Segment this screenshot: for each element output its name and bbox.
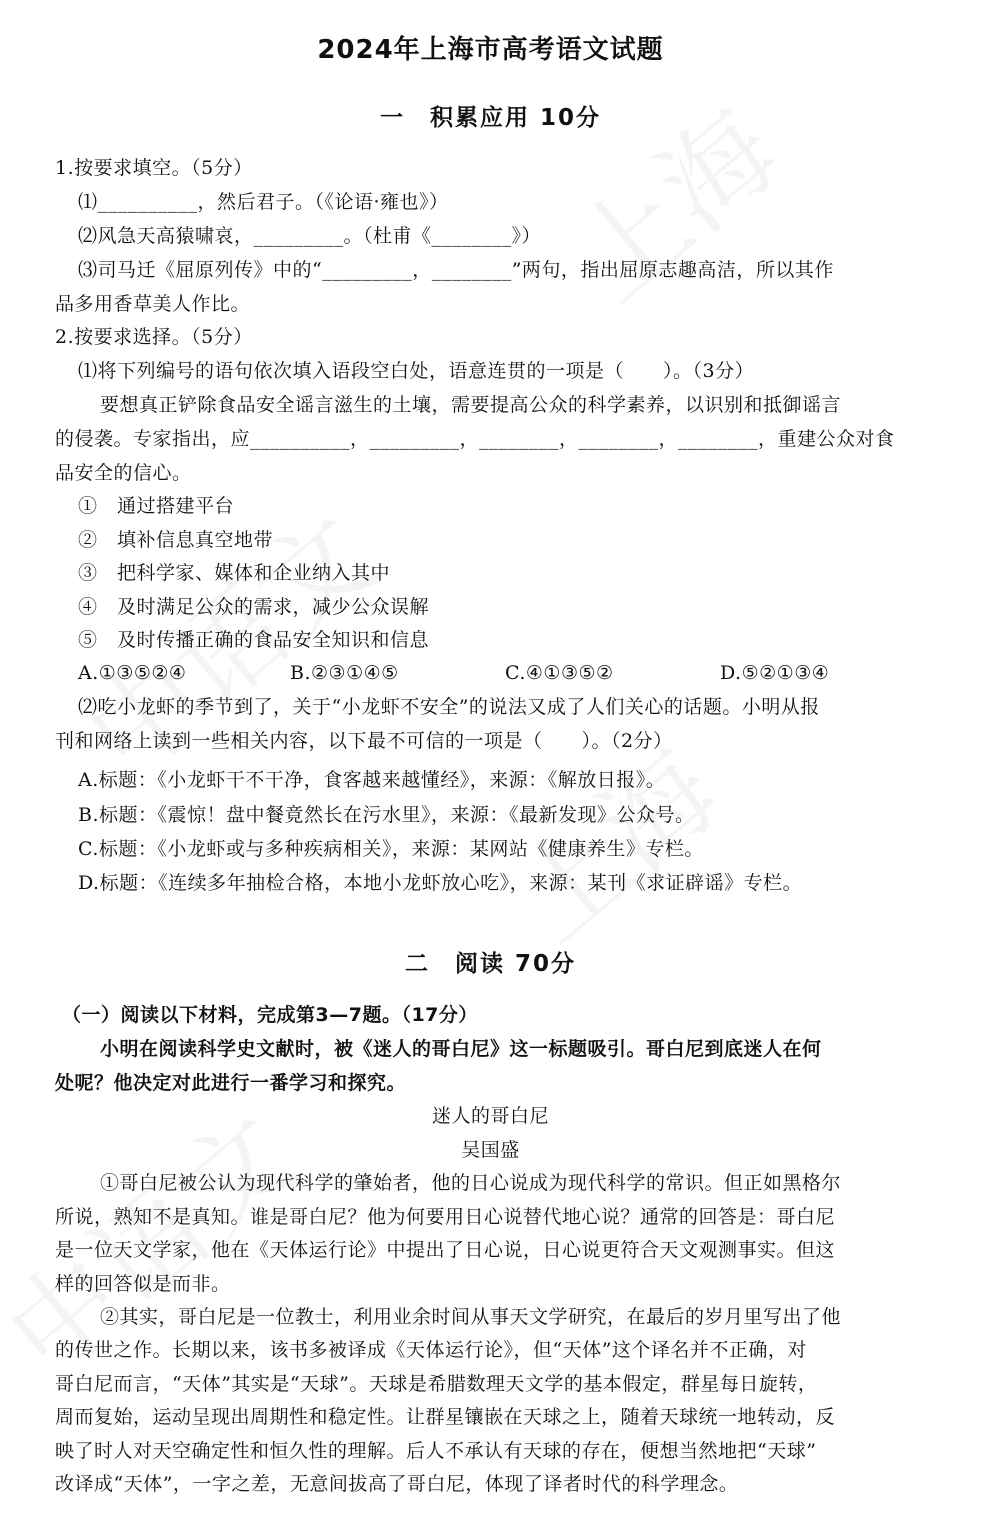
section-2-heading: 二 阅读 70分	[404, 951, 576, 977]
q2-choice-a: A.标题：《小龙虾干不干净，食客越来越懂经》，来源：《解放日报》。	[78, 769, 666, 791]
q1-part-c-line2: 品多用香草美人作比。	[55, 293, 251, 315]
article-para1-line: 是一位天文学家，他在《天体运行论》中提出了日心说，日心说更符合天文观测事实。但这	[55, 1239, 836, 1261]
q2-item: ④ 及时满足公众的需求，减少公众误解	[78, 596, 430, 618]
article-para2-line: 周而复始，运动呈现出周期性和稳定性。让群星镶嵌在天球之上，随着天球统一地转动，反	[55, 1406, 836, 1428]
reading-intro-line2: 处呢？他决定对此进行一番学习和探究。	[55, 1072, 407, 1094]
q2-option-d: D.⑤②①③④	[720, 662, 830, 684]
article-para2-line: 哥白尼而言，“天体”其实是“天球”。天球是希腊数理天文学的基本假定，群星每日旋转，	[55, 1373, 818, 1395]
article-title: 迷人的哥白尼	[431, 1105, 549, 1127]
q2-option-a: A.①③⑤②④	[78, 662, 187, 684]
article-para1-line: 样的回答似是而非。	[55, 1273, 231, 1295]
q2-item: ⑤ 及时传播正确的食品安全知识和信息	[78, 629, 430, 651]
article-para1-line: 所说，熟知不是真知。谁是哥白尼？他为何要用日心说替代地心说？通常的回答是：哥白尼	[55, 1206, 836, 1228]
q2-passage-line3: 品安全的信心。	[55, 462, 192, 484]
article-para2-line: 改译成“天体”，一字之差，无意间拔高了哥白尼，体现了译者时代的科学理念。	[55, 1473, 739, 1495]
q1-stem: 1.按要求填空。（5分）	[55, 157, 253, 179]
q1-part-b: ⑵风急天高猿啸哀，_________。（杜甫《________》）	[78, 225, 542, 247]
reading-intro-line1: 小明在阅读科学史文献时，被《迷人的哥白尼》这一标题吸引。哥白尼到底迷人在何	[100, 1038, 822, 1060]
q2-option-c: C.④①③⑤②	[505, 662, 614, 684]
article-para2-line: 映了时人对天空确定性和恒久性的理解。后人不承认有天球的存在，便想当然地把“天球”	[55, 1440, 817, 1462]
article-para1-line: ①哥白尼被公认为现代科学的肇始者，他的日心说成为现代科学的常识。但正如黑格尔	[100, 1172, 842, 1194]
q2-option-b: B.②③①④⑤	[290, 662, 399, 684]
q2-passage-line2: 的侵袭。专家指出，应__________，_________，________，________，________，重建公众对食	[55, 428, 895, 450]
q2-passage-line1: 要想真正铲除食品安全谣言滋生的土壤，需要提高公众的科学素养，以识别和抵御谣言	[100, 394, 842, 416]
q2-part2-line1: ⑵吃小龙虾的季节到了，关于“小龙虾不安全”的说法又成了人们关心的话题。小明从报	[78, 696, 820, 718]
reading-subsection: （一）阅读以下材料，完成第3—7题。（17分）	[62, 1004, 478, 1026]
section-1-heading: 一 积累应用 10分	[379, 105, 601, 131]
q2-choice-c: C.标题：《小龙虾或与多种疾病相关》，来源：某网站《健康养生》专栏。	[78, 838, 704, 860]
q2-part2-line2: 刊和网络上读到一些相关内容，以下最不可信的一项是（ ）。（2分）	[55, 730, 673, 752]
article-author: 吴国盛	[461, 1139, 520, 1161]
q2-choice-b: B.标题：《震惊！盘中餐竟然长在污水里》，来源：《最新发现》公众号。	[78, 804, 695, 826]
q1-part-a: ⑴__________，然后君子。（《论语·雍也》）	[78, 191, 449, 213]
q2-part1-stem: ⑴将下列编号的语句依次填入语段空白处，语意连贯的一项是（ ）。（3分）	[78, 360, 755, 382]
q2-item: ② 填补信息真空地带	[78, 529, 274, 551]
article-para2-line: 的传世之作。长期以来，该书多被译成《天体运行论》，但“天体”这个译名并不正确，对	[55, 1339, 807, 1361]
page-title: 2024年上海市高考语文试题	[317, 35, 664, 65]
q1-part-c-line1: ⑶司马迁《屈原列传》中的“_________，________”两句，指出屈原志趣高洁，所以其作	[78, 259, 834, 281]
q2-item: ① 通过搭建平台	[78, 495, 235, 517]
article-para2-line: ②其实，哥白尼是一位教士，利用业余时间从事天文学研究，在最后的岁月里写出了他	[100, 1306, 842, 1328]
q2-item: ③ 把科学家、媒体和企业纳入其中	[78, 562, 391, 584]
q2-stem: 2.按要求选择。（5分）	[55, 326, 253, 348]
q2-choice-d: D.标题：《连续多年抽检合格，本地小龙虾放心吃》，来源：某刊《求证辟谣》专栏。	[78, 872, 803, 894]
